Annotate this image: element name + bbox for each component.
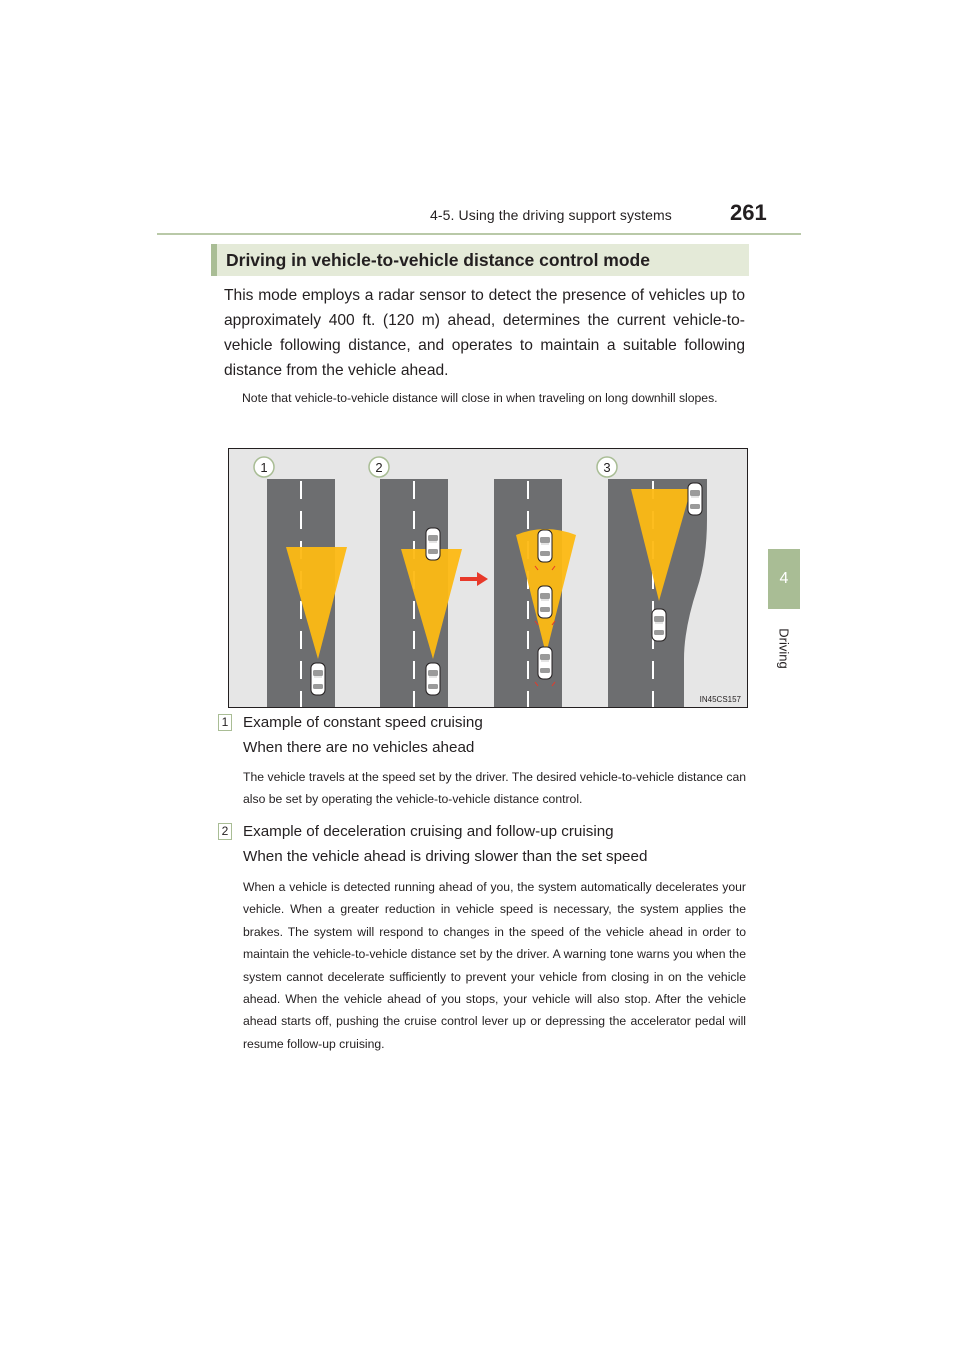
header-divider xyxy=(157,233,801,235)
item-2-body: When a vehicle is detected running ahead of you, the system automatically decelerates your vehicle. When a greater reduction in vehicle speed is necessary, the system applies the brakes. The system will respond to changes in the speed of the vehicle ahead in order to maintain the vehicle-to-vehicle distance set by the driver. A warning tone warns you when the system cannot decelerate sufficiently to prevent your vehicle from closing in on the vehicle ahead. When the vehicle ahead of you stops, your vehicle will also stop. After the vehicle ahead starts off, pushing the cruise control lever up or depressing the accelerator pedal will resume follow-up cruising. xyxy=(243,880,746,1051)
road-panel-3 xyxy=(494,479,576,707)
callout-1-label: 1 xyxy=(260,460,268,475)
item-1-title-line2: When there are no vehicles ahead xyxy=(243,739,475,756)
figure-code: IN45CS157 xyxy=(699,695,741,704)
callout-2-label: 2 xyxy=(375,460,383,475)
item-2-title-line1: Example of deceleration cruising and follow-up cruising xyxy=(243,823,614,840)
chapter-number: 4 xyxy=(779,570,789,587)
item-1-body: The vehicle travels at the speed set by the driver. The desired vehicle-to-vehicle distance can also be set by operating the vehicle-to-vehicle distance control. xyxy=(243,770,746,807)
transition-arrow-icon xyxy=(460,572,488,586)
own-vehicle-icon xyxy=(426,663,440,695)
item-2-title xyxy=(243,819,748,869)
chapter-tab[interactable] xyxy=(768,549,800,609)
callout-3 xyxy=(597,457,617,477)
illustration-svg xyxy=(229,449,747,707)
item-2-number: 2 xyxy=(218,823,232,840)
callout-1 xyxy=(254,457,274,477)
item-1-title xyxy=(243,710,748,760)
own-vehicle-icon xyxy=(652,609,666,641)
callout-2 xyxy=(369,457,389,477)
section-title: Driving in vehicle-to-vehicle distance control mode xyxy=(226,249,650,270)
cruise-control-illustration xyxy=(228,448,748,708)
own-vehicle-icon xyxy=(538,647,552,679)
road-panel-1 xyxy=(267,479,347,707)
own-vehicle-icon xyxy=(311,663,325,695)
vehicle-middle-icon xyxy=(538,586,552,618)
road-panel-4 xyxy=(608,479,707,707)
vehicle-ahead-icon xyxy=(538,530,552,562)
item-1-title-line1: Example of constant speed cruising xyxy=(243,714,483,731)
vehicle-ahead-icon xyxy=(688,483,702,515)
chapter-label-text: Driving xyxy=(776,627,792,669)
page-number: 261 xyxy=(730,200,767,225)
road-panel-2 xyxy=(380,479,462,707)
intro-paragraph: This mode employs a radar sensor to detect the presence of vehicles up to approximately 400 ft. (120 m) ahead, determines the current vehicle-to-vehicle following distance, and operates to maintain a suitable following distance from the vehicle ahead. xyxy=(224,287,745,379)
section-heading xyxy=(211,244,749,276)
note-paragraph: Note that vehicle-to-vehicle distance will close in when traveling on long downhill slopes. xyxy=(242,391,718,405)
callout-3-label: 3 xyxy=(603,460,611,475)
item-2-title-line2: When the vehicle ahead is driving slower than the set speed xyxy=(243,848,648,865)
vehicle-ahead-icon xyxy=(426,528,440,560)
item-1-number: 1 xyxy=(218,714,232,731)
chapter-label xyxy=(770,618,798,678)
running-header: 4-5. Using the driving support systems xyxy=(430,207,672,223)
